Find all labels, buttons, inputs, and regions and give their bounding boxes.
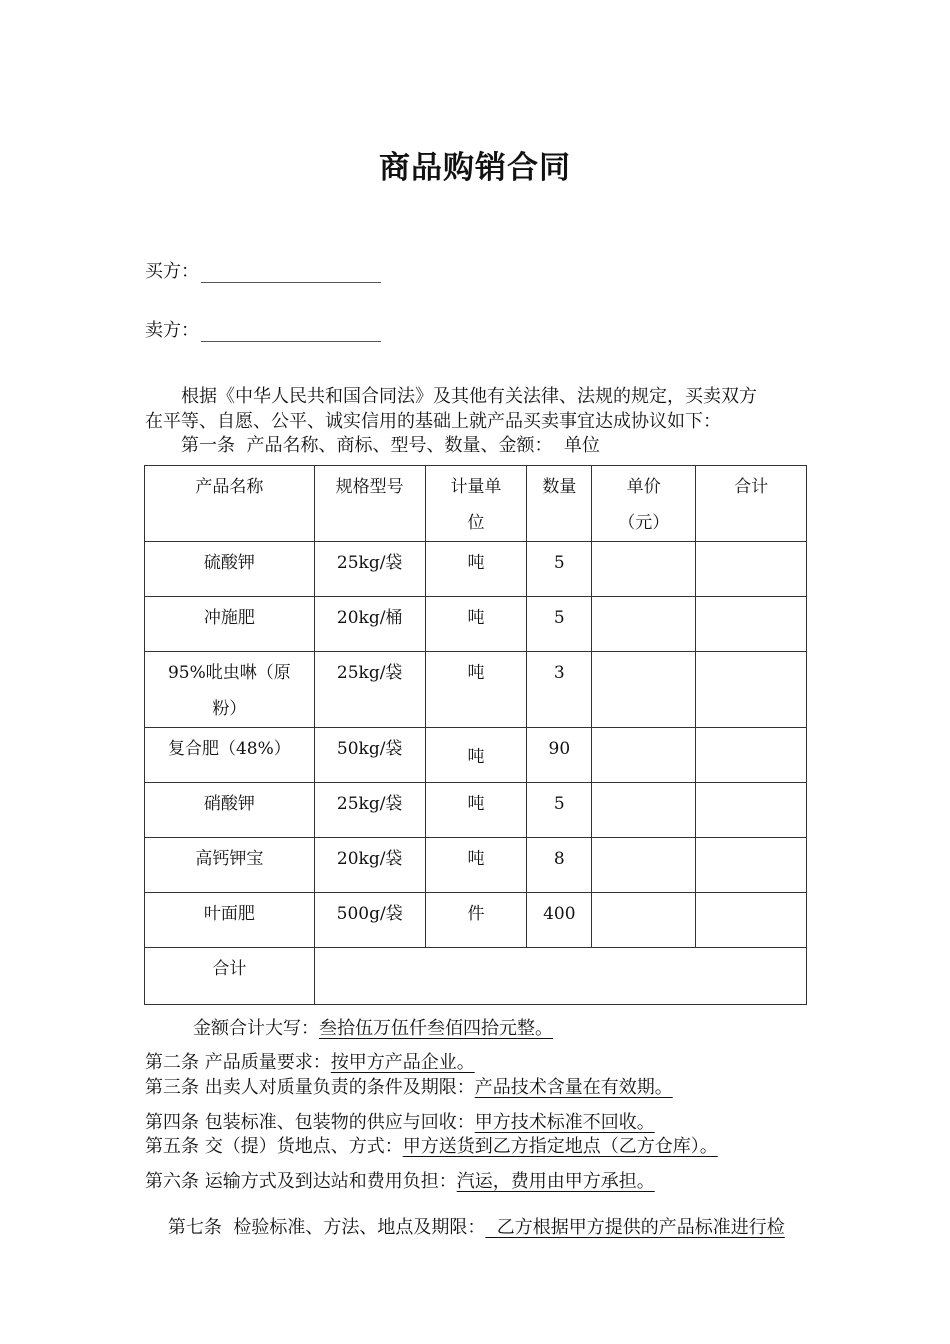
cell-price [592,893,696,948]
article-4: 第四条 包装标准、包装物的供应与回收：甲方技术标准不回收。 [145,1112,655,1133]
cell-unit: 吨 [425,838,527,893]
buyer-label: 买方： [145,261,199,282]
sum-value [314,948,806,1005]
cell-price [592,542,696,597]
seller-field [145,316,381,342]
article-6: 第六条 运输方式及到达站和费用负担：汽运，费用由甲方承担。 [145,1171,655,1192]
seller-label: 卖方： [145,320,199,341]
cell-spec: 25kg/袋 [314,542,425,597]
cell-spec: 25kg/袋 [314,783,425,838]
cell-name: 冲施肥 [145,597,315,652]
cell-qty: 3 [527,652,592,728]
article-5: 第五条 交（提）货地点、方式：甲方送货到乙方指定地点（乙方仓库）。 [145,1136,718,1157]
cell-total [696,542,807,597]
table-row [145,728,807,783]
table-header-row [145,466,807,542]
cell-total [696,597,807,652]
cell-price [592,597,696,652]
amount-label: 金额合计大写： [193,1018,319,1039]
cell-qty: 90 [527,728,592,783]
cell-qty: 8 [527,838,592,893]
cell-spec: 20kg/桶 [314,597,425,652]
cell-price [592,783,696,838]
table-row [145,838,807,893]
buyer-field [145,257,381,283]
preamble-line-2: 在平等、自愿、公平、诚实信用的基础上就产品买卖事宜达成协议如下： [145,411,721,432]
article-2: 第二条 产品质量要求：按甲方产品企业。 [145,1052,475,1073]
cell-total [696,838,807,893]
cell-price [592,652,696,728]
article-7: 第七条 检验标准、方法、地点及期限： 乙方根据甲方提供的产品标准进行检 [167,1217,785,1238]
table-row [145,597,807,652]
table-sum-row [145,948,807,1005]
cell-spec: 500g/袋 [314,893,425,948]
cell-price [592,728,696,783]
header-name: 产品名称 [145,466,315,542]
cell-unit: 吨 [425,542,527,597]
header-total: 合计 [696,466,807,542]
cell-unit: 件 [425,893,527,948]
cell-name: 硝酸钾 [145,783,315,838]
header-qty: 数量 [527,466,592,542]
cell-qty: 400 [527,893,592,948]
cell-qty: 5 [527,542,592,597]
cell-qty: 5 [527,597,592,652]
cell-total [696,783,807,838]
article-1: 第一条 产品名称、商标、型号、数量、金额： 单位 [181,435,600,456]
table-row [145,652,807,728]
amount-value: 叁拾伍万伍仟叁佰四拾元整。 [319,1018,553,1039]
preamble-line-1: 根据《中华人民共和国合同法》及其他有关法律、法规的规定，买卖双方 [181,386,757,407]
sum-label: 合计 [145,948,315,1005]
table-row [145,542,807,597]
cell-total [696,652,807,728]
header-unit: 计量单 位 [425,466,527,542]
cell-name: 复合肥（48%） [145,728,315,783]
cell-spec: 50kg/袋 [314,728,425,783]
header-price: 单价 （元） [592,466,696,542]
cell-unit: 吨 [425,597,527,652]
cell-qty: 5 [527,783,592,838]
cell-unit: 吨 [425,728,527,783]
amount-in-words [193,1014,553,1040]
table-row [145,893,807,948]
cell-total [696,893,807,948]
cell-spec: 25kg/袋 [314,652,425,728]
buyer-blank-line [201,264,381,283]
seller-blank-line [201,323,381,342]
product-table [144,465,807,1005]
cell-name: 95%吡虫啉（原 粉） [145,652,315,728]
cell-name: 硫酸钾 [145,542,315,597]
cell-name: 叶面肥 [145,893,315,948]
cell-unit: 吨 [425,783,527,838]
cell-spec: 20kg/袋 [314,838,425,893]
cell-name: 高钙钾宝 [145,838,315,893]
header-spec: 规格型号 [314,466,425,542]
article-3: 第三条 出卖人对质量负责的条件及期限：产品技术含量在有效期。 [145,1077,673,1098]
page-title: 商品购销合同 [379,150,571,186]
cell-total [696,728,807,783]
table-row [145,783,807,838]
cell-unit: 吨 [425,652,527,728]
cell-price [592,838,696,893]
